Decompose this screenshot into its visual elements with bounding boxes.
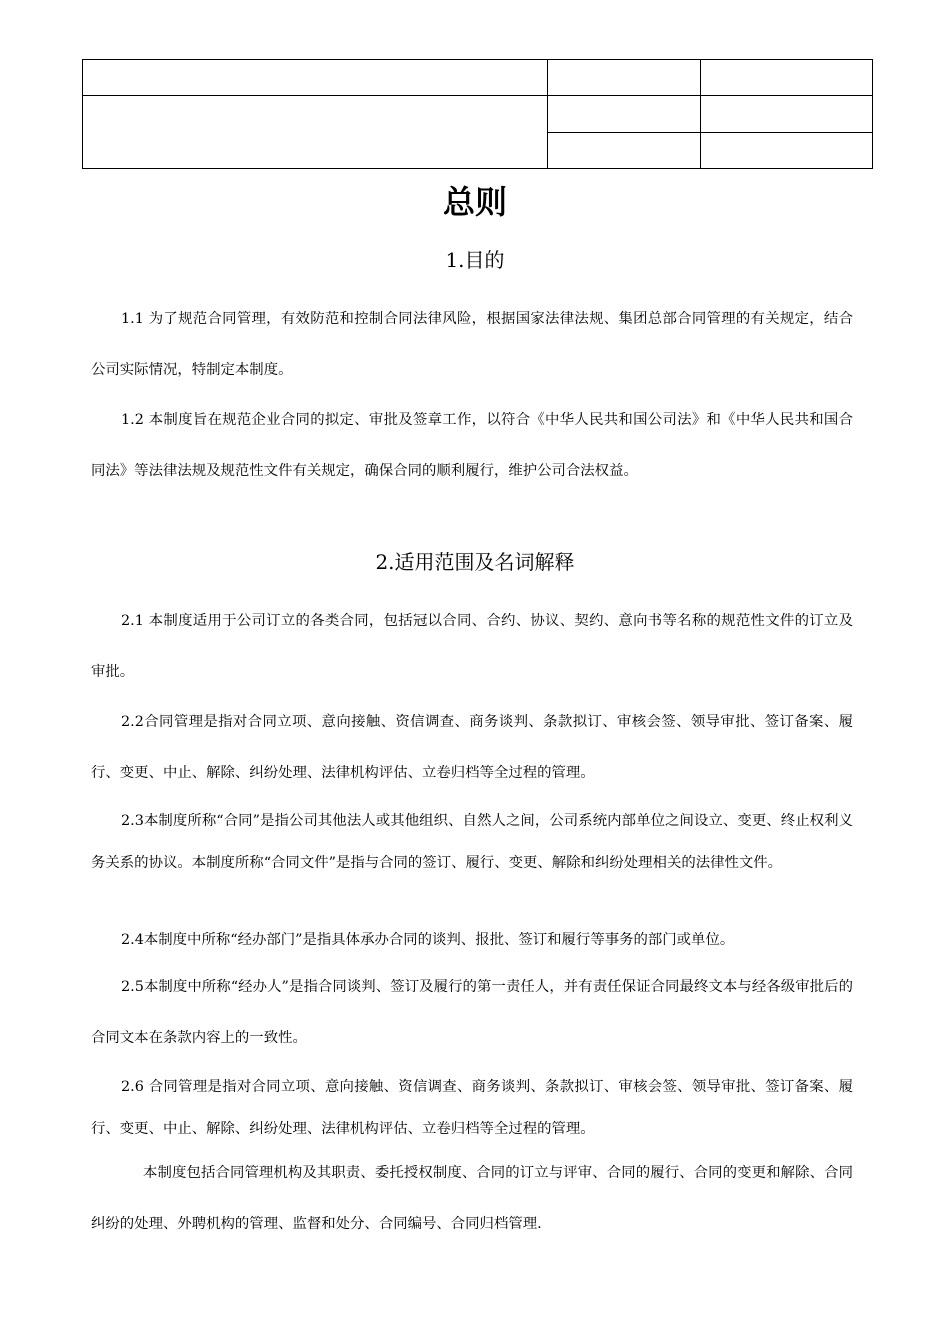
header-cell: [548, 60, 701, 96]
header-cell: [548, 132, 701, 168]
paragraph-2-5: 2.5本制度中所称“经办人”是指合同谈判、签订及履行的第一责任人，并有责任保证合同最终文本与经各级审批后的合同文本在条款内容上的一致性。: [91, 979, 853, 1046]
paragraph-2-7: 本制度包括合同管理机构及其职责、委托授权制度、合同的订立与评审、合同的履行、合同的变更和解除、合同纠纷的处理、外聘机构的管理、监督和处分、合同编号、合同归档管理.: [91, 1165, 853, 1232]
header-cell: [701, 96, 873, 132]
page-title: 总则: [442, 183, 507, 221]
header-cell: [701, 60, 873, 96]
paragraph-2-2: 2.2合同管理是指对合同立项、意向接触、资信调查、商务谈判、条款拟订、审核会签、领导审批、签订备案、履行、变更、中止、解除、纠纷处理、法律机构评估、立卷归档等全过程的管理。: [91, 714, 853, 781]
paragraph-2-3: 2.3本制度所称“合同”是指公司其他法人或其他组织、自然人之间，公司系统内部单位之间设立、变更、终止权利义务关系的协议。本制度所称“合同文件”是指与合同的签订、履行、变更、解除和纠纷处理相关的法律性文件。: [91, 813, 853, 871]
section-heading-scope: 2.适用范围及名词解释: [375, 550, 575, 574]
paragraph-2-6: 2.6 合同管理是指对合同立项、意向接触、资信调查、商务谈判、条款拟订、审核会签、领导审批、签订备案、履行、变更、中止、解除、纠纷处理、法律机构评估、立卷归档等全过程的管理。: [91, 1079, 853, 1137]
paragraph-2-4: 2.4本制度中所称“经办部门”是指具体承办合同的谈判、报批、签订和履行等事务的部门或单位。: [121, 932, 735, 948]
section-heading-purpose: 1.目的: [445, 248, 505, 272]
paragraph-1-1: 1.1 为了规范合同管理，有效防范和控制合同法律风险，根据国家法律法规、集团总部合同管理的有关规定，结合公司实际情况，特制定本制度。: [91, 311, 853, 378]
header-cell: [548, 96, 701, 132]
header-cell: [701, 132, 873, 168]
header-cell: [83, 96, 548, 169]
header-cell: [83, 60, 548, 96]
paragraph-1-2: 1.2 本制度旨在规范企业合同的拟定、审批及签章工作，以符合《中华人民共和国公司法》和《中华人民共和国合同法》等法律法规及规范性文件有关规定，确保合同的顺利履行，维护公司合法权益。: [91, 412, 853, 479]
header-table: [82, 59, 873, 169]
paragraph-2-1: 2.1 本制度适用于公司订立的各类合同，包括冠以合同、合约、协议、契约、意向书等名称的规范性文件的订立及审批。: [91, 613, 853, 680]
